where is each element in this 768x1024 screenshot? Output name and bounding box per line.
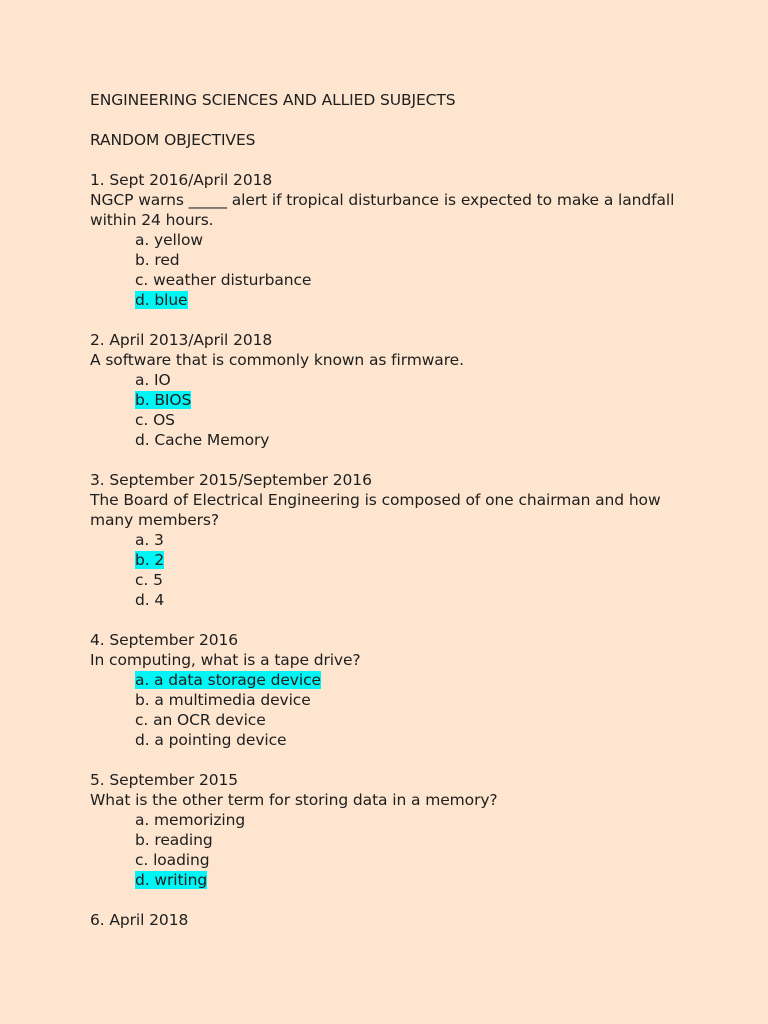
- highlighted-answer: a. a data storage device: [135, 671, 321, 689]
- highlighted-answer: d. blue: [135, 291, 188, 309]
- option-text: b. reading: [135, 831, 213, 849]
- option: [90, 590, 690, 610]
- option: [90, 370, 690, 390]
- option: [90, 570, 690, 590]
- option: [90, 710, 690, 730]
- question-2: [90, 330, 690, 450]
- option: [90, 270, 690, 290]
- highlighted-answer: b. 2: [135, 551, 165, 569]
- option-text: b. a multimedia device: [135, 691, 311, 709]
- option-text: c. weather disturbance: [135, 271, 312, 289]
- question-stem: What is the other term for storing data in a memory?: [90, 791, 498, 809]
- option-text: a. yellow: [135, 231, 203, 249]
- question-4: [90, 630, 690, 750]
- option-text: c. 5: [135, 571, 163, 589]
- option: [90, 250, 690, 270]
- option-text: b. red: [135, 251, 180, 269]
- question-stem: In computing, what is a tape drive?: [90, 651, 361, 669]
- option-answer: [90, 390, 690, 410]
- question-stem: The Board of Electrical Engineering is composed of one chairman and how many members?: [90, 491, 661, 529]
- option-answer: [90, 670, 690, 690]
- option-text: c. loading: [135, 851, 210, 869]
- document-title: ENGINEERING SCIENCES AND ALLIED SUBJECTS: [90, 91, 456, 109]
- option-text: a. IO: [135, 371, 171, 389]
- option: [90, 410, 690, 430]
- option: [90, 690, 690, 710]
- option: [90, 730, 690, 750]
- question-header: 3. September 2015/September 2016: [90, 471, 372, 489]
- option-text: d. a pointing device: [135, 731, 287, 749]
- question-6: [90, 910, 690, 930]
- option: [90, 530, 690, 550]
- option-text: c. an OCR device: [135, 711, 266, 729]
- option-text: d. Cache Memory: [135, 431, 270, 449]
- question-header: 1. Sept 2016/April 2018: [90, 171, 273, 189]
- question-1: [90, 170, 690, 310]
- question-stem: NGCP warns _____ alert if tropical disturbance is expected to make a landfall within 24 hours.: [90, 191, 675, 229]
- question-stem: A software that is commonly known as firmware.: [90, 351, 464, 369]
- question-header: 2. April 2013/April 2018: [90, 331, 273, 349]
- option: [90, 430, 690, 450]
- question-header: 4. September 2016: [90, 631, 239, 649]
- option-text: a. 3: [135, 531, 164, 549]
- question-3: [90, 470, 690, 610]
- question-header: 5. September 2015: [90, 771, 239, 789]
- option-answer: [90, 290, 690, 310]
- option-text: a. memorizing: [135, 811, 246, 829]
- document-subtitle: RANDOM OBJECTIVES: [90, 131, 256, 149]
- option: [90, 230, 690, 250]
- highlighted-answer: b. BIOS: [135, 391, 192, 409]
- option: [90, 830, 690, 850]
- highlighted-answer: d. writing: [135, 871, 208, 889]
- option-answer: [90, 550, 690, 570]
- document-content: [90, 90, 690, 930]
- option-text: c. OS: [135, 411, 175, 429]
- option-answer: [90, 870, 690, 890]
- option: [90, 810, 690, 830]
- question-5: [90, 770, 690, 890]
- question-header: 6. April 2018: [90, 911, 189, 929]
- option-text: d. 4: [135, 591, 165, 609]
- option: [90, 850, 690, 870]
